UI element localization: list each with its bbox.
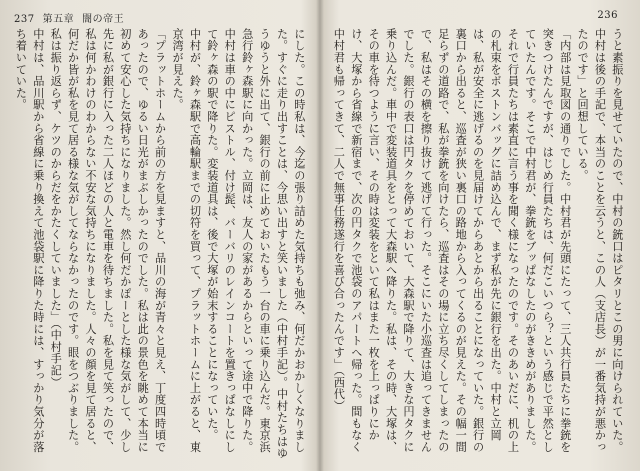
left-page [12, 28, 310, 462]
left-page-body: にした。この時私は、今迄の張り詰めた気持ちも弛み、何だかおかしくなりました。すぐに走り出すことは、今思い出すと笑いました（中村手記）。中村たちはゆうゆうと外に出て、銀行の前に止めておいたもう一台の車に乗り込んだ。東京浜急行鈴ヶ森駅に向かった。立岡は、友人の家があるからといって途中で降りた。中村は車の中にピストル、付け髭、バーバリのレインコートを置きっぱなしにして鈴ヶ森の駅で降りた。変装道具は、後で大塚が始末することになっていた。 中村が、鈴ヶ森駅で高輪駅までの切符を買って、プラットホームに上がると、東京湾が見えた。 「プラットホームから前の方を見ますと、品川の海が青々と見え、丁度四時頃であったので、ゆるい日光がまぶしかったのでした。私は此の景色を眺めて本当に初めて安心した気持ちになりました。然し何だかぽーとした様な気がして、少し先に私が銀行に入った二人ほどの人と電車を待ちました。私を見て笑ったので、私は何かわけのわからない不安な気持ちになりました。人々の顔を見て居ると、何だか皆が私を見て居る様な気がしてならなかったのです。眼をつぶりました。私は振り返らず、ケツのからだをかたくしていました」（中村手記） 中村は、品川駅から省線に乗り換えて池袋駅に降りた時には、すっかり気分が落ち着いていた。 [14, 28, 306, 459]
right-page-body: うと素振りを見せていたので、中村の銃口はピタリとこの男に向けられていた。中村は後の手記で、本当のことを云うと、この人（支店長）が一番気持が悪かったのです」と回想している。 「内部は見取図の通りでした。中村君が先頭にたって、三人共行員たちに拳銃を突きつけたんですが、はじめ行員たちは、何だこいつら？という感じで平然としていたんです。そこで中村君が、拳銃をブッぱなしたのがききめがありました。それで行員たちは素直に言う事を聞く様になったのです。そのあいだに、机の上の札束をボストンバッグに詰め込んで、まず私が先に銀行を出た。中村と立岡は、私が安全に逃げるのを見届けてからあとから出ることになっていた。銀行の裏口から出ると、巡査が狭い裏口の路地から入ってくるのが見えた。その幅一間足らずの道路で、私が拳銃を向けたら、巡査はその場に立ち尽くしてしまったので、私はその横を擦り抜けて逃げて行った。そこにいた小巡査は追ってきませんでした。銀行の表口は円タクを停めておいて、大森駅で降りて、大きな円タクに乗り込んだ。車中で変装道具をとって大森駅へ降りた。私は、その時、大塚は、その車を待つように言い、その時は変装をといて私はまた一枚を上っぱりにかけ、大塚から省線で新宿まで、次の円タクで池袋のアパートへ帰った。間もなく中村君も帰ってきて、二人で無事任務遂行を喜び合ったんです」（西代） [332, 28, 624, 453]
chapter-title: 闇の帝王 [82, 14, 125, 25]
left-running-head [14, 10, 124, 28]
right-page [330, 28, 626, 462]
chapter-label: 第五章 [42, 14, 75, 25]
right-running-head [597, 10, 618, 28]
book-gutter [316, 0, 324, 471]
right-page-number: 236 [597, 10, 618, 21]
left-page-number: 237 [14, 14, 35, 25]
